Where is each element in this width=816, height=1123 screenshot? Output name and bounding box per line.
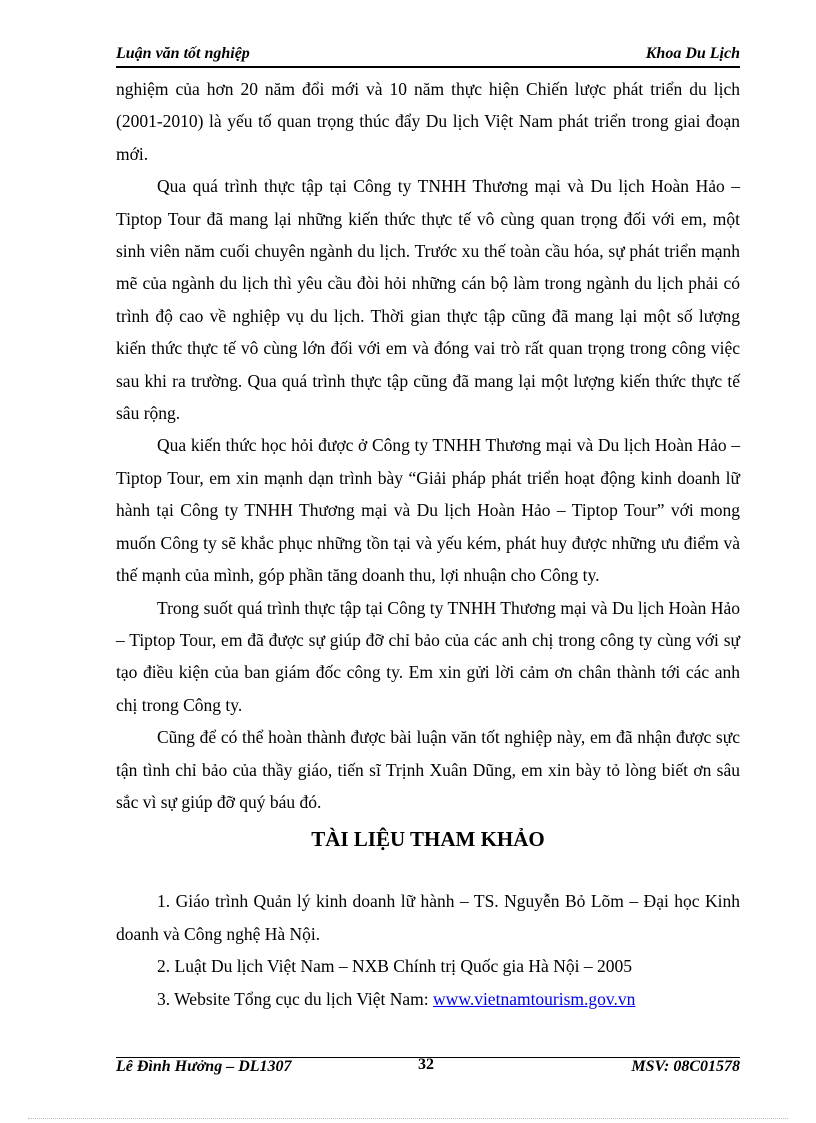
paragraph-4: Trong suốt quá trình thực tập tại Công ty TNHH Thương mại và Du lịch Hoàn Hảo – Tiptop Tour, em đã được sự giúp đỡ chỉ bảo của các anh chị trong công ty cùng với sự tạo điều kiện của ban giám đốc công ty. Em xin gửi lời cảm ơn chân thành tới các anh chị trong Công ty. bbox=[116, 597, 740, 715]
document-body bbox=[116, 73, 740, 1015]
reference-3-text: 3. Website Tổng cục du lịch Việt Nam: bbox=[157, 988, 429, 1009]
references-heading: TÀI LIỆU THAM KHẢO bbox=[311, 827, 545, 852]
header-left: Luận văn tốt nghiệp bbox=[116, 45, 250, 62]
reference-2: 2. Luật Du lịch Việt Nam – NXB Chính trị Quốc gia Hà Nội – 2005 bbox=[157, 956, 632, 977]
reference-3 bbox=[116, 983, 740, 1015]
paragraph-2: Qua quá trình thực tập tại Công ty TNHH Thương mại và Du lịch Hoàn Hảo – Tiptop Tour đã mang lại những kiến thức thực tế vô cùng quan trọng đối với em, một sinh viên năm cuối chuyên ngành du lịch. Trước xu thế toàn cầu hóa, sự phát triển mạnh mẽ của ngành du lịch thì yêu cầu đòi hỏi những cán bộ làm trong ngành du lịch phải có trình độ cao về nghiệp vụ du lịch. Thời gian thực tập cũng đã mang lại một số lượng kiến thức thực tế vô cùng lớn đối với em và đóng vai trò rất quan trọng trong công việc sau khi ra trường. Qua quá trình thực tập cũng đã mang lại một lượng kiến thức thực tế sâu rộng. bbox=[116, 176, 740, 424]
paragraph-5: Cũng để có thể hoàn thành được bài luận văn tốt nghiệp này, em đã nhận được sực tận tình chỉ bảo của thầy giáo, tiến sĩ Trịnh Xuân Dũng, em xin bày tỏ lòng biết ơn sâu sắc vì sự giúp đỡ quý báu đó. bbox=[116, 727, 740, 812]
paragraph-3: Qua kiến thức học hỏi được ở Công ty TNHH Thương mại và Du lịch Hoàn Hảo – Tiptop Tour, em xin mạnh dạn trình bày “Giải pháp phát triển hoạt động kinh doanh lữ hành tại Công ty TNHH Thương mại và Du lịch Hoàn Hảo – Tiptop Tour” với mong muốn Công ty sẽ khắc phục những tồn tại và yếu kém, phát huy được những ưu điểm và thế mạnh của mình, góp phần tăng doanh thu, lợi nhuận cho Công ty. bbox=[116, 435, 740, 586]
page-header bbox=[116, 45, 740, 67]
footer-author: Lê Đình Hưởng – DL1307 bbox=[116, 1058, 292, 1075]
page-edge-dotted-line bbox=[28, 1118, 788, 1119]
reference-1: 1. Giáo trình Quản lý kinh doanh lữ hành – TS. Nguyễn Bỏ Lõm – Đại học Kinh doanh và Công nghệ Hà Nội. bbox=[116, 891, 740, 944]
vietnamtourism-link[interactable]: www.vietnamtourism.gov.vn bbox=[433, 988, 636, 1009]
page-number: 32 bbox=[418, 1056, 434, 1073]
page-footer bbox=[116, 1058, 740, 1080]
header-right: Khoa Du Lịch bbox=[645, 45, 740, 62]
paragraph-1: nghiệm của hơn 20 năm đổi mới và 10 năm thực hiện Chiến lược phát triển du lịch (2001-2010) là yếu tố quan trọng thúc đẩy Du lịch Việt Nam phát triển trong giai đoạn mới. bbox=[116, 79, 740, 164]
footer-student-id: MSV: 08C01578 bbox=[631, 1058, 740, 1075]
header-rule bbox=[116, 66, 740, 68]
